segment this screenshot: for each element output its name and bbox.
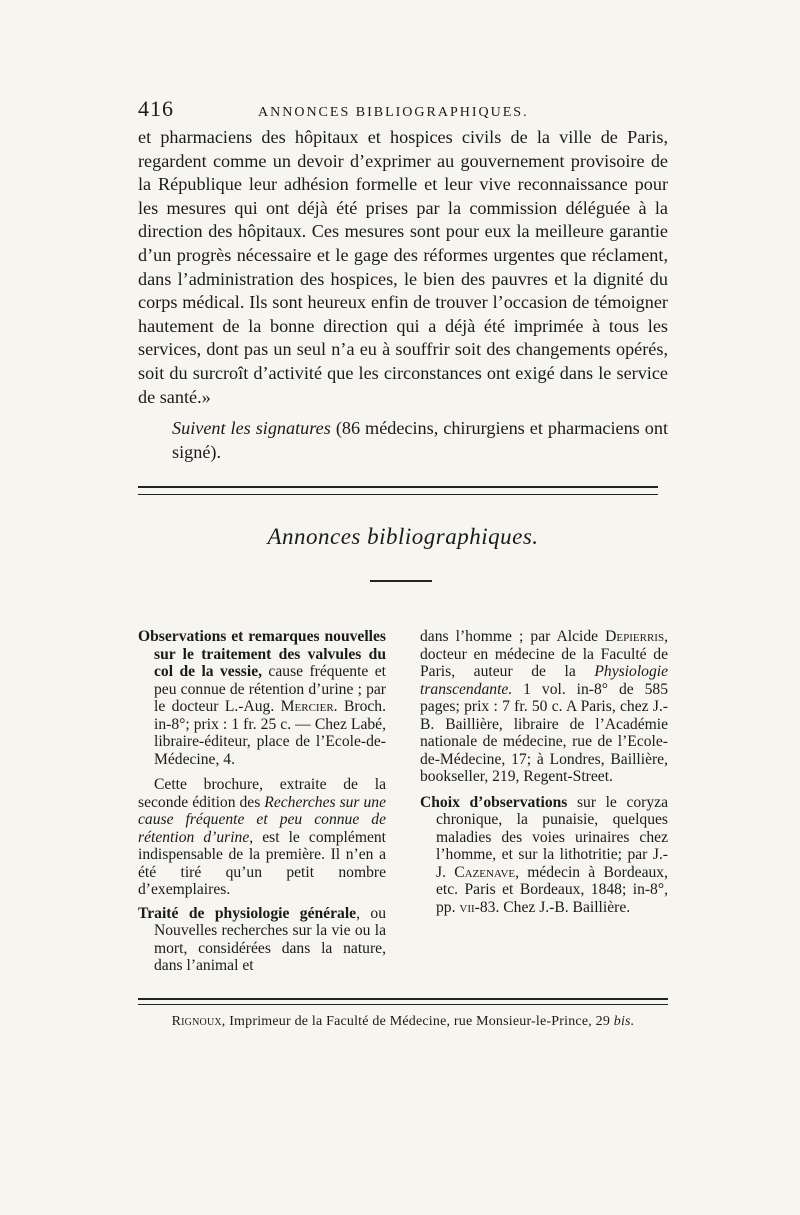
signatures-note xyxy=(138,417,668,464)
signatures-italic: Suivent les signatures xyxy=(172,418,331,439)
page-header xyxy=(138,96,668,126)
book-page xyxy=(138,96,668,1029)
double-rule-divider xyxy=(138,486,658,495)
entry-title: Choix d’observations xyxy=(420,793,568,811)
entry-author: Mercier. xyxy=(280,698,338,715)
imprint-bis: bis. xyxy=(613,1014,635,1029)
entry-text: dans l’homme ; par Alcide xyxy=(420,628,606,645)
listing-entry-continued xyxy=(420,628,668,786)
entry-text: , médecin à Bordeaux, etc. Paris et Bordeaux, 1848; in-8°, pp. xyxy=(436,863,668,916)
listing-entry-observations xyxy=(138,628,386,768)
commentary-text: , est le complément indispensable de la première. Il n’en a été tiré qu’un petit nombre d’exemplaires. xyxy=(138,828,386,898)
right-column xyxy=(420,628,668,983)
commentary-italic: Recherches sur une cause fréquente et peu connue de rétention d’urine xyxy=(138,793,387,846)
entry-text: Broch. in-8°; prix : 1 fr. 25 c. — Chez Labé, libraire-éditeur, place de l’Ecole-de-Médecine, 4. xyxy=(154,698,386,768)
listing-entry-choix xyxy=(420,794,668,917)
entry-author: Depierris xyxy=(605,628,665,645)
listing-commentary xyxy=(138,776,386,899)
printer-imprint xyxy=(138,1014,668,1030)
entry-author: Cazenave xyxy=(454,863,516,881)
continued-paragraph: et pharmaciens des hôpitaux et hospices civils de la ville de Paris, regardent comme un devoir d’exprimer au gouvernement provisoire de la République leur adhésion formelle et leur vive reconnaissance pour les mesures qui ont déjà été prises par la commission déléguée à la direction des hôpitaux. Ces mesures sont pour eux la meilleure garantie d’un progrès nécessaire et le gage des réformes urgentes que réclament, dans l’administration des hospices, le bien des pauvres et la dignité du corps médical. Ils sont heureux enfin de trouver l’occasion de témoigner hautement de la bonne direction qui a déjà été imprimée à tous les services, dont pas un seul n’a eu à souffrir soit des changements opérés, soit du surcroît d’activité que les circonstances ont exigé dans le service de santé.» xyxy=(138,127,668,407)
entry-text: 1 vol. in-8° de 585 pages; prix : 7 fr. 50 c. A Paris, chez J.-B. Baillière, libraire de l’Académie nationale de médecine, rue de l’Ecole-de-Médecine, 17; à Londres, Baillière, bookseller, 219, Regent-Street. xyxy=(420,680,668,785)
short-rule-divider xyxy=(370,580,432,582)
entry-text: -83. Chez J.-B. Baillière. xyxy=(474,898,631,916)
entry-text: cause fréquente et peu connue de rétention d’urine ; par le docteur L.-Aug. xyxy=(154,663,386,715)
commentary-text: Cette brochure, extraite de la seconde édition des xyxy=(138,776,386,811)
entry-text: , ou Nouvelles recherches sur la vie ou la mort, considérées dans la nature, dans l’animal et xyxy=(154,904,386,974)
imprint-text: , Imprimeur de la Faculté de Médecine, rue Monsieur-le-Prince, 29 xyxy=(221,1014,614,1029)
entry-text: sur le coryza chronique, la punaisie, quelques maladies des voies urinaires chez l’homme, et sur la lithotritie; par J.-J. xyxy=(436,793,668,881)
running-head: ANNONCES BIBLIOGRAPHIQUES. xyxy=(258,105,529,120)
entry-pages: vii xyxy=(459,898,475,916)
entry-italic: Physiologie transcendante. xyxy=(420,663,668,698)
entry-title: Observations et remarques nouvelles sur le traitement des valvules du col de la vessie, xyxy=(138,628,386,680)
listing-entry-traite xyxy=(138,905,386,975)
printer-name: Rignoux xyxy=(171,1014,222,1029)
entry-title: Traité de physiologie générale xyxy=(138,904,357,922)
footer-rule xyxy=(138,998,668,1005)
entry-text: , docteur en médecine de la Faculté de Paris, auteur de la xyxy=(420,628,668,680)
page-number: 416 xyxy=(138,96,174,121)
two-column-listings xyxy=(138,628,668,983)
left-column xyxy=(138,628,386,983)
signatures-rest: (86 médecins, chirurgiens et pharmaciens ont signé). xyxy=(172,418,668,462)
section-title: Annonces bibliographiques. xyxy=(267,524,539,549)
